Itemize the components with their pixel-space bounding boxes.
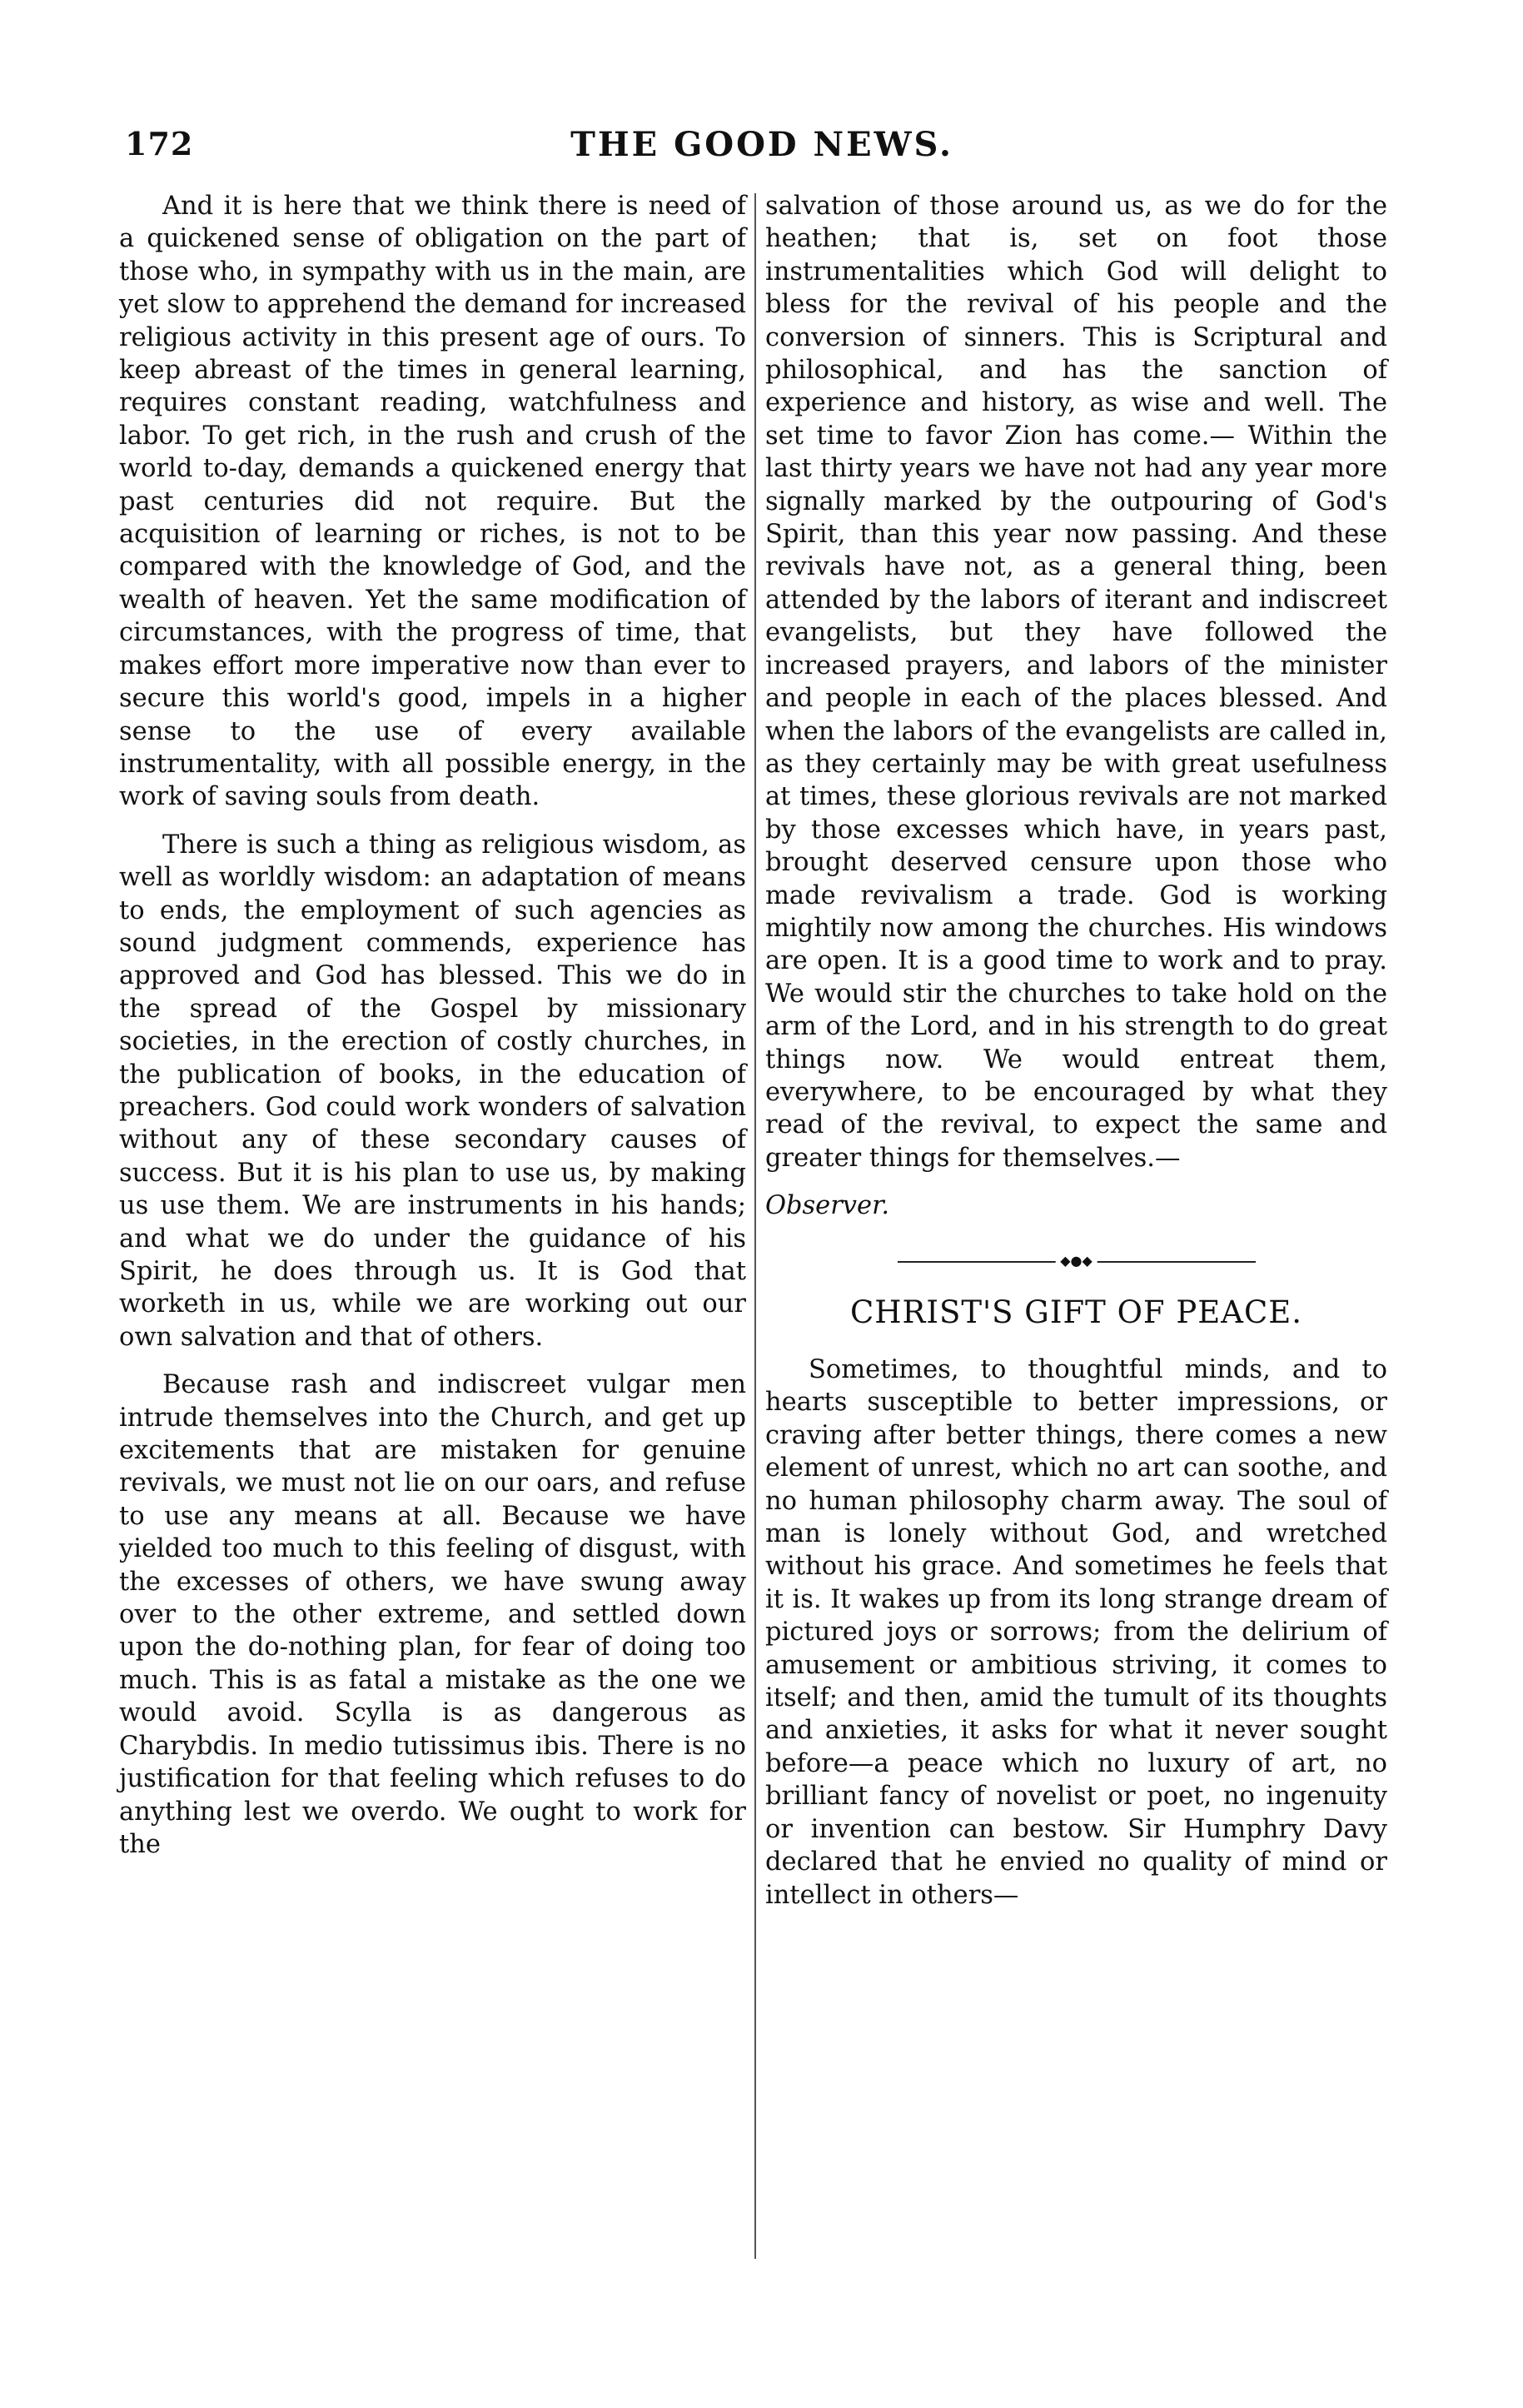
article-paragraph-continued: salvation of those around us, as we do for the heathen; that is, set on foot those instrumentalities which God will delight to bless for the revival of his people and the conversion of sinners. This is Scriptural and philosophical, and has the sanction of experience and history, as wise and well. The set time to favor Zion has come.— Within the last thirty years we have not had any year more signally marked by the outpouring of God's Spirit, than this year now passing. And these revivals have not, as a general thing, been attended by the labors of iterant and indiscreet evangelists, but they have followed the increased prayers, and labors of the minister and people in each of the places blessed. And when the labors of the evangelists are called in, as they certainly may be with great usefulness at times, these glorious revivals are not marked by those excesses which have, in years past, brought deserved censure upon those who made revivalism a trade. God is working mightily now among the churches. His windows are open. It is a good time to work and to pray. We would stir the churches to take hold on the arm of the Lord, and in his strength to do great things now. We would entreat them, everywhere, to be encouraged by what they read of the revival, to expect the same and greater things for themselves.—	[765, 192, 1387, 1173]
right-column	[765, 190, 1387, 1912]
article-source: Observer.	[765, 1191, 890, 1221]
page-header	[125, 125, 1399, 175]
running-title: THE GOOD NEWS.	[570, 125, 953, 164]
section-title: CHRIST'S GIFT OF PEACE.	[849, 1294, 1303, 1330]
left-column	[119, 190, 746, 1861]
separator-ornament-icon: ◆●◆	[1055, 1253, 1097, 1269]
page-number: 172	[125, 125, 194, 162]
article-paragraph: There is such a thing as religious wisdom, as well as worldly wisdom: an adaptation of means to ends, the employment of such agencies as sound judgment commends, experience has approved and God has blessed. This we do in the spread of the Gospel by missionary societies, in the erection of costly churches, in the publication of books, in the education of preachers. God could work wonders of salvation without any of these secondary causes of success. But it is his plan to use us, by making us use them. We are instruments in his hands; and what we do under the guidance of his Spirit, he does through us. It is God that worketh in us, while we are working out our own salvation and that of others.	[119, 830, 746, 1352]
column-divider	[754, 193, 756, 2259]
article-paragraph: And it is here that we think there is need of a quickened sense of obligation on the part of those who, in sympathy with us in the main, are yet slow to apprehend the demand for increased religious activity in this present age of ours. To keep abreast of the times in general learning, requires constant reading, watchfulness and labor. To get rich, in the rush and crush of the world to-day, demands a quickened energy that past centuries did not require. But the acquisition of learning or riches, is not to be compared with the knowledge of God, and the wealth of heaven. Yet the same modification of circumstances, with the progress of time, that makes effort more imperative now than ever to secure this world's good, impels in a higher sense to the use of every available instrumentality, with all possible energy, in the work of saving souls from death.	[119, 192, 746, 812]
article-paragraph: Sometimes, to thoughtful minds, and to hearts susceptible to better impressions, or craving after better things, there comes a new element of unrest, which no art can soothe, and no human philosophy charm away. The soul of man is lonely without God, and wretched without his grace. And sometimes he feels that it is. It wakes up from its long strange dream of pictured joys or sorrows; from the delirium of amusement or ambitious striving, it comes to itself; and then, amid the tumult of its thoughts and anxieties, it asks for what it never sought before—a peace which no luxury of art, no brilliant fancy of novelist or poet, no ingenuity or invention can bestow. Sir Humphry Davy declared that he envied no quality of mind or intellect in others—	[765, 1355, 1387, 1910]
section-separator	[898, 1252, 1256, 1269]
article-paragraph: Because rash and indiscreet vulgar men intrude themselves into the Church, and get up excitements that are mistaken for genuine revivals, we must not lie on our oars, and refuse to use any means at all. Because we have yielded too much to this feeling of disgust, with the excesses of others, we have swung away over to the other extreme, and settled down upon the do-nothing plan, for fear of doing too much. This is as fatal a mistake as the one we would avoid. Scylla is as dangerous as Charybdis. In medio tutissimus ibis. There is no justification for that feeling which refuses to do anything lest we overdo. We ought to work for the	[119, 1370, 746, 1859]
